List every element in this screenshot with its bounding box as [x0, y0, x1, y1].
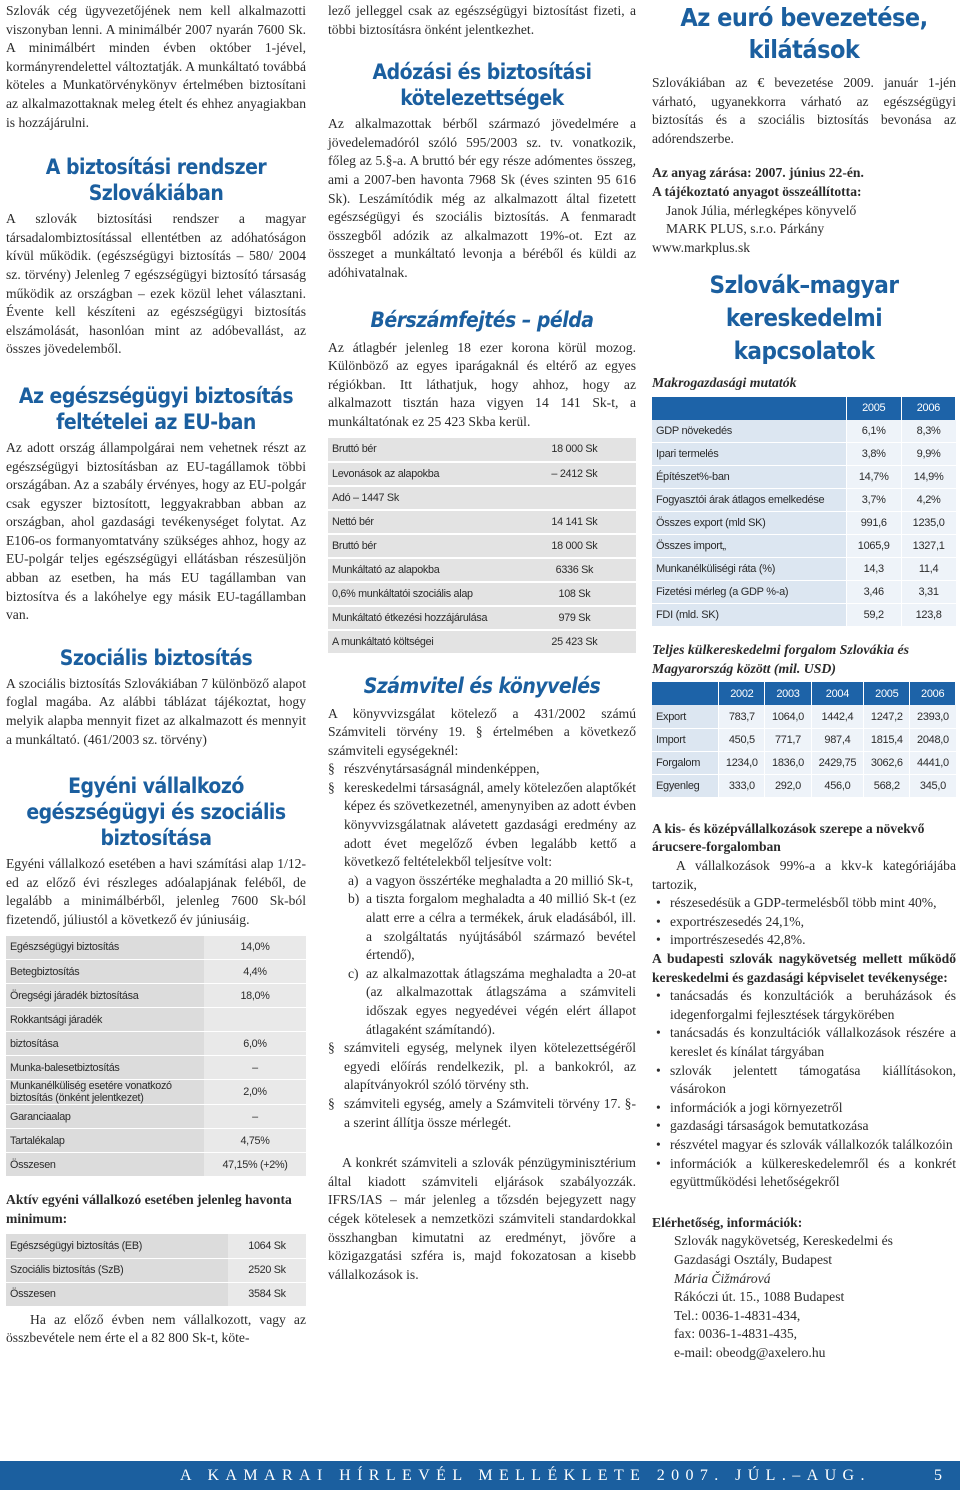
- macro-row: [652, 558, 956, 581]
- year-header: 2002: [719, 682, 765, 705]
- column-right: [652, 0, 956, 1362]
- minimum-row: [6, 1234, 306, 1258]
- kkv-item: • importrészesedés 42,8%.: [652, 931, 956, 950]
- row-value: 450,5: [719, 728, 765, 751]
- condition-item: [344, 965, 636, 1039]
- row-value: 6,0%: [204, 1032, 306, 1056]
- row-value: 2520 Sk: [228, 1258, 306, 1282]
- salary-row: [328, 534, 636, 558]
- row-value: 59,2: [846, 604, 901, 627]
- row-label: Fogyasztói árak átlagos emelkedése: [652, 489, 846, 512]
- aktiv-heading: Aktív egyéni vállalkozó esetében jelenleg havonta minimum:: [6, 1192, 292, 1226]
- elerhetoseg-heading: Elérhetőség, információk:: [652, 1214, 803, 1230]
- contact-line: Tel.: 0036-1-4831-434,: [674, 1307, 801, 1323]
- row-label: Levonások az alapokba: [328, 462, 513, 486]
- row-value: 3,7%: [846, 489, 901, 512]
- row-value: 333,0: [719, 774, 765, 797]
- rates-row: [6, 984, 306, 1008]
- section-list: [328, 760, 636, 872]
- condition-mark: a): [348, 872, 359, 888]
- row-label: Egyenleg: [652, 774, 719, 797]
- closing-paragraph: Ha az előző évben nem vállalkozott, vagy az összbevétele nem érte el a 82 800 Sk-t, köte-: [6, 1311, 306, 1346]
- trade-row: [652, 728, 956, 751]
- row-label: Összesen: [6, 1282, 228, 1306]
- macro-row: [652, 443, 956, 466]
- nagykovetseg-list: [652, 987, 956, 1192]
- condition-text: az alkalmazottak átlagszáma meghaladta a 20-at (az alkalmazottak átlagszáma a számviteli időszak egyes negyedévei végén elért állapot átlagaként számítandó).: [366, 965, 636, 1037]
- heading-szamvitel: Számvitel és könyvelés: [363, 673, 601, 698]
- row-value: 14 141 Sk: [513, 510, 636, 534]
- euro-paragraph: Szlovákiában az € bevezetése 2009. január 1-jén várható, ugyanekkorra várható az egészségügyi biztosítás és a szociális biztosítás bevonása az adórendszerbe.: [652, 75, 956, 146]
- row-label: Garanciaalap: [6, 1105, 204, 1129]
- macro-row: [652, 420, 956, 443]
- row-label: Import: [652, 728, 719, 751]
- row-value: 14,0%: [204, 936, 306, 960]
- rates-row: [6, 1129, 306, 1153]
- row-value: 3,8%: [846, 443, 901, 466]
- heading-biztositasi-rendszer: A biztosítási rendszer Szlovákiában: [45, 155, 267, 206]
- row-label: Munkanélküliségi ráta (%): [652, 558, 846, 581]
- row-label: Ipari termelés: [652, 443, 846, 466]
- salary-row: [328, 630, 636, 654]
- condition-list: [344, 872, 636, 1039]
- row-value: 1247,2: [864, 705, 910, 728]
- column-middle: [328, 0, 636, 1284]
- row-value: 25 423 Sk: [513, 630, 636, 654]
- rates-row: [6, 960, 306, 984]
- nagykovetseg-item: • tanácsadás és konzultációk vállalkozások részére a kereslet és kínálat tárgyában: [652, 1024, 956, 1061]
- szamvitel-paragraph: A könyvvizsgálat kötelező a 431/2002 számú Számviteli törvény 19. § értelmében a következő számviteli egységeknél:: [328, 705, 636, 758]
- year-header: 2005: [846, 397, 901, 420]
- row-value: 3062,6: [864, 751, 910, 774]
- salary-row: [328, 582, 636, 606]
- row-value: – 2412 Sk: [513, 462, 636, 486]
- section-list-2: [328, 1039, 636, 1132]
- footer-bar: [0, 1461, 960, 1490]
- company-line: MARK PLUS, s.r.o. Párkány: [666, 221, 825, 237]
- heading-eu-feltetelek: Az egészségügyi biztosítás feltételei az EU-ban: [18, 383, 294, 434]
- kkv-item: • exportrészesedés 24,1%,: [652, 913, 956, 932]
- continuation-paragraph: lező jelleggel csak az egészségügyi biztosítást fizeti, a többi biztosításra önként jelentkezhet.: [328, 3, 636, 37]
- row-value: 1836,0: [765, 751, 811, 774]
- section-item: § részvénytársaságnál mindenképpen,: [328, 760, 636, 779]
- row-value: 3584 Sk: [228, 1282, 306, 1306]
- minimum-row: [6, 1258, 306, 1282]
- year-header: 2006: [910, 682, 956, 705]
- row-value: 1442,4: [811, 705, 864, 728]
- rates-row: [6, 1153, 306, 1177]
- row-label: Adó – 1447 Sk: [328, 486, 513, 510]
- salary-row: [328, 558, 636, 582]
- row-label: Bruttó bér: [328, 438, 513, 462]
- row-label: Bruttó bér: [328, 534, 513, 558]
- row-value: 783,7: [719, 705, 765, 728]
- rates-row: [6, 1080, 306, 1105]
- row-value: [204, 1008, 306, 1032]
- row-value: –: [204, 1105, 306, 1129]
- year-header: 2003: [765, 682, 811, 705]
- condition-mark: b): [348, 891, 360, 907]
- adozasi-paragraph: Az alkalmazottak bérből származó jövedelmére a jövedelemadóról szóló 595/2003 sz. tv. vonatkozik, főleg az 5.§-a. A bruttó bér egy része adómentes összeg, ami a 2007-ben havonta 7968 Sk (éves szinten 95 616 Sk). Leszámítódik még az alkalmazott által fizetett egészségügyi és szociális biztosítás. A fenmaradt összegből adózik az alkalmazott 19%-ot. Ezt az összeget a munkáltató levonja a béréből és küldi az adóhivatalnak.: [328, 116, 636, 280]
- row-label: Export: [652, 705, 719, 728]
- makro-heading: Makrogazdasági mutatók: [652, 375, 797, 391]
- row-label: Betegbiztosítás: [6, 960, 204, 984]
- trade-table: [652, 682, 956, 798]
- row-value: 292,0: [765, 774, 811, 797]
- row-label: Összes import„: [652, 535, 846, 558]
- kkv-paragraph: A vállalkozások 99%-a a kkv-k kategóriájába tartozik,: [652, 858, 956, 892]
- row-value: 771,7: [765, 728, 811, 751]
- trade-row: [652, 751, 956, 774]
- minimum-row: [6, 1282, 306, 1306]
- section-item: § kereskedelmi társaságnál, amely kötelezően alaptőkét képez és szövetkezetnél, amenynyiben az adott évben könyvvizsgálatnak alávetett gazdasági eredmény az adott évet megelőző évben legalább kettő a következő feltételekből teljesítve volt:: [328, 779, 636, 872]
- row-value: 4,2%: [901, 489, 955, 512]
- row-label: Rokkantsági járadék: [6, 1008, 204, 1032]
- rates-row: [6, 1105, 306, 1129]
- heading-szocialis: Szociális biztosítás: [59, 645, 253, 670]
- row-value: 3,46: [846, 581, 901, 604]
- row-label: FDI (mld. SK): [652, 604, 846, 627]
- footer-title: A KAMARAI HÍRLEVÉL MELLÉKLETE 2007. JÚL.–AUG.: [180, 1467, 871, 1484]
- row-value: 345,0: [910, 774, 956, 797]
- rates-row: [6, 936, 306, 960]
- macro-row: [652, 512, 956, 535]
- salary-row: [328, 438, 636, 462]
- kkv-list: [652, 894, 956, 950]
- condition-text: a tiszta forgalom meghaladta a 40 millió Sk-t (ez alatt erre a célra a termékek, áruk eladásából, ill. a szolgáltatás nyújtásából származó bevétel értendő),: [366, 891, 636, 963]
- row-value: 1234,0: [719, 751, 765, 774]
- row-value: 47,15% (+2%): [204, 1153, 306, 1177]
- tajekoztato-heading: A tájékoztató anyagot összeállította:: [652, 183, 862, 199]
- contact-line: fax: 0036-1-4831-435,: [674, 1326, 798, 1342]
- row-value: 14,3: [846, 558, 901, 581]
- column-left: [6, 0, 306, 1348]
- year-header: 2004: [811, 682, 864, 705]
- row-value: 1064,0: [765, 705, 811, 728]
- rates-row: [6, 1008, 306, 1032]
- condition-mark: c): [348, 965, 359, 981]
- section-item: § számviteli egység, amely a Számviteli törvény 17. §-a szerint állítja össze mérlegét.: [328, 1095, 636, 1132]
- row-value: 456,0: [811, 774, 864, 797]
- macro-row: [652, 489, 956, 512]
- trade-row: [652, 774, 956, 797]
- row-value: 2048,0: [910, 728, 956, 751]
- condition-item: [344, 872, 636, 891]
- year-header: 2006: [901, 397, 955, 420]
- berszamfejtes-paragraph: Az átlagbér jelenleg 18 ezer korona körül mozog. Különböző az egyes iparágaknál és eltérő az egyes régiókban. Itt láthatjuk, hogy ahhoz, hogy az alkalmazott tisztán haza vigyen 14 141 Sk-t, a munkáltatónak ez 25 423 Skba kerül.: [328, 339, 636, 429]
- row-value: 14,7%: [846, 466, 901, 489]
- row-value: 3,31: [901, 581, 955, 604]
- row-value: 18,0%: [204, 984, 306, 1008]
- row-label: biztosítása: [6, 1032, 204, 1056]
- trade-heading: Teljes külkereskedelmi forgalom Szlovákia és Magyarország között (mil. USD): [652, 642, 910, 676]
- row-value: 18 000 Sk: [513, 534, 636, 558]
- nagykovetseg-item: • gazdasági társaságok bemutatkozása: [652, 1117, 956, 1136]
- contact-line: Mária Čižmárová: [674, 1270, 771, 1286]
- row-value: 11,4: [901, 558, 955, 581]
- condition-text: a vagyon összértéke meghaladta a 20 millió Sk-t,: [366, 872, 634, 888]
- row-label: Munkáltató az alapokba: [328, 558, 513, 582]
- row-label: Szociális biztosítás (SzB): [6, 1258, 228, 1282]
- rates-row: [6, 1032, 306, 1056]
- row-value: 1815,4: [864, 728, 910, 751]
- row-value: 1235,0: [901, 512, 955, 535]
- heading-berszamfejtes: Bérszámfejtés – példa: [370, 307, 594, 332]
- row-value: 991,6: [846, 512, 901, 535]
- heading-adozasi: Adózási és biztosítási kötelezettségek: [372, 60, 592, 111]
- nagykovetseg-item: • információk a külkereskedelemről és a konkrét együttműködési lehetőségekről: [652, 1155, 956, 1192]
- macro-row: [652, 535, 956, 558]
- row-value: 1327,1: [901, 535, 955, 558]
- salary-row: [328, 462, 636, 486]
- email-link[interactable]: e-mail: obeodg@axelero.hu: [674, 1344, 826, 1360]
- row-value: 2,0%: [204, 1080, 306, 1105]
- row-value: 987,4: [811, 728, 864, 751]
- row-value: 979 Sk: [513, 606, 636, 630]
- macro-row: [652, 466, 956, 489]
- nagykovetseg-item: • tanácsadás és konzultációk a beruházások és idegenforgalmi fejlesztések tárgykörében: [652, 987, 956, 1024]
- eu-paragraph: Az adott ország állampolgárai nem vehetnek részt az egészségügyi biztosításban az EU-tagállamok többi országában. Az a szabály érvényes, hogy az EU-polgár csak egyszer biztosított, leggyakrabban abban az országban, ahol gazdasági tevékenységet folytat. Az E106-os formanyomtatvány szükséges ahhoz, hogy az EU-polgár teljes egészségügyi ellátásban részesüljön abban az esetben, ha más EU tagállamban van biztosítva és a lakóhelye egy másik EU-tagállamban van.: [6, 439, 306, 623]
- row-value: 4,4%: [204, 960, 306, 984]
- salary-row: [328, 606, 636, 630]
- row-label: GDP növekedés: [652, 420, 846, 443]
- row-label: Egészségügyi biztosítás: [6, 936, 204, 960]
- row-label: Egészségügyi biztosítás (EB): [6, 1234, 228, 1258]
- heading-kapcsolatok: Szlovák–magyar kereskedelmi kapcsolatok: [709, 271, 899, 366]
- row-value: 8,3%: [901, 420, 955, 443]
- szocialis-paragraph: A szociális biztosítás Szlovákiában 7 különböző alapot foglal magába. Az alábbi táblázat tájékoztat, hogy melyik alapba mennyit fizet az alkalmazott és mennyit a munkáltató. (461/2003 sz. törvény): [6, 675, 306, 747]
- kkv-heading: A kis- és középvállalkozások szerepe a növekvő árucsere-forgalomban: [652, 820, 925, 855]
- row-label: Munkáltató étkezési hozzájárulása: [328, 606, 513, 630]
- intro-paragraph: Szlovák cég ügyvezetőjének nem kell alkalmazotti viszonyban lenni. A minimálbér 2007 nyarán 7600 Sk. A minimálbért minden évben október 1-jével, kormányrendelettel változtatják. A munkáltató továbbá köteles a Munkatörvénykönyv értelmében biztosítani az alkalmazottaknak meleg ételt és ehhez anyagiakban is hozzájárulni.: [6, 3, 306, 130]
- macro-row: [652, 581, 956, 604]
- page-number: 5: [934, 1467, 949, 1484]
- heading-euro: Az euró bevezetése, kilátások: [680, 3, 928, 64]
- rates-table: [6, 936, 306, 1178]
- row-value: 108 Sk: [513, 582, 636, 606]
- zaras-line: Az anyag zárása: 2007. június 22-én.: [652, 165, 864, 181]
- row-label: Fizetési mérleg (a GDP %-a): [652, 581, 846, 604]
- nagykovetseg-item: • részvétel magyar és szlovák vállalkozók találkozóin: [652, 1136, 956, 1155]
- contact-line: Gazdasági Osztály, Budapest: [674, 1251, 833, 1267]
- row-value: 123,8: [901, 604, 955, 627]
- row-label: Nettó bér: [328, 510, 513, 534]
- row-label: Munka-balesetbiztosítás: [6, 1056, 204, 1080]
- nagykovetseg-heading: A budapesti szlovák nagykövetség mellett működő kereskedelmi és gazdasági képviselet tevékenysége:: [652, 951, 956, 985]
- author-line: Janok Júlia, mérlegképes könyvelő: [666, 202, 857, 218]
- rates-row: [6, 1056, 306, 1080]
- row-value: 6,1%: [846, 420, 901, 443]
- row-label: Tartalékalap: [6, 1129, 204, 1153]
- header-blank: [652, 397, 846, 420]
- condition-item: [344, 890, 636, 964]
- row-label: Munkanélküliség esetére vonatkozó biztosítás (önként jelentkezet): [6, 1080, 204, 1105]
- contact-block: [652, 1232, 956, 1362]
- heading-egyeni-vallalkozo: Egyéni vállalkozó egészségügyi és szociális biztosítása: [26, 774, 286, 851]
- row-value: 18 000 Sk: [513, 438, 636, 462]
- trade-row: [652, 705, 956, 728]
- row-value: 4441,0: [910, 751, 956, 774]
- salary-table: [328, 438, 636, 655]
- row-value: –: [204, 1056, 306, 1080]
- year-header: 2005: [864, 682, 910, 705]
- row-label: Építészet%-ban: [652, 466, 846, 489]
- biztositasi-paragraph: A szlovák biztosítási rendszer a magyar társadalombiztosítással ellentétben az adóhatóságon kívül működik. (egészségügyi biztosítás – 580/ 2004 sz. törvény) Jelenleg 7 egészségügyi biztosító társaság működik az országban – ezek közül lehet választani. Évente kell készíteni az egészségügyi biztosítás elszámolását, hasonlóan mint az adóbevallást, az összes jövedelemből.: [6, 211, 306, 357]
- row-label: A munkáltató költségei: [328, 630, 513, 654]
- contact-line: Rákóczi út. 15., 1088 Budapest: [674, 1289, 845, 1305]
- header-blank: [652, 682, 719, 705]
- minimum-table: [6, 1234, 306, 1307]
- web-link[interactable]: www.markplus.sk: [652, 239, 751, 255]
- salary-row: [328, 486, 636, 510]
- row-value: 1064 Sk: [228, 1234, 306, 1258]
- egyeni-paragraph: Egyéni vállalkozó esetében a havi számítási alap 1/12-ed az előző évi részleges adóalapjának feléből, de legalább a minimálbérből, jelenleg 7600 Sk-ból fizetendő, júliustól a következő év júniusáig.: [6, 856, 306, 927]
- row-value: 568,2: [864, 774, 910, 797]
- row-label: Összesen: [6, 1153, 204, 1177]
- row-value: 2393,0: [910, 705, 956, 728]
- section-item: § számviteli egység, melynek ilyen kötelezettségéről egyedi előírás rendelkezik, pl. a bankokról, az alapítványokról szóló törvény sth.: [328, 1039, 636, 1095]
- macro-table: [652, 397, 956, 628]
- nagykovetseg-item: • szlovák jelentett támogatása kiállításokon, vásárokon: [652, 1062, 956, 1099]
- row-value: 2429,75: [811, 751, 864, 774]
- row-value: 9,9%: [901, 443, 955, 466]
- kkv-item: • részesedésük a GDP-termelésből több mint 40%,: [652, 894, 956, 913]
- salary-row: [328, 510, 636, 534]
- row-label: Forgalom: [652, 751, 719, 774]
- row-value: 14,9%: [901, 466, 955, 489]
- row-value: 6336 Sk: [513, 558, 636, 582]
- row-value: [513, 486, 636, 510]
- nagykovetseg-item: • információk a jogi környezetről: [652, 1099, 956, 1118]
- row-value: 1065,9: [846, 535, 901, 558]
- contact-line: Szlovák nagykövetség, Kereskedelmi és: [674, 1233, 893, 1249]
- row-label: 0,6% munkáltatói szociális alap: [328, 582, 513, 606]
- row-label: Öregségi járadék biztosítása: [6, 984, 204, 1008]
- final-paragraph: A konkrét számviteli a szlovák pénzügyminisztérium által kiadott számviteli eljárások szabályozzák. IFRS/IAS – már jelenleg a tőzsdén bejegyzett nagy cégek kötelesek a nemzetközi számviteli standardokkal összhangban kimutatni az eredményt, jövőre a közigazgatási szféra is, majd fokozatosan a kisebb vállalkozások is.: [328, 1155, 636, 1282]
- row-label: Összes export (mld SK): [652, 512, 846, 535]
- macro-row: [652, 604, 956, 627]
- row-value: 4,75%: [204, 1129, 306, 1153]
